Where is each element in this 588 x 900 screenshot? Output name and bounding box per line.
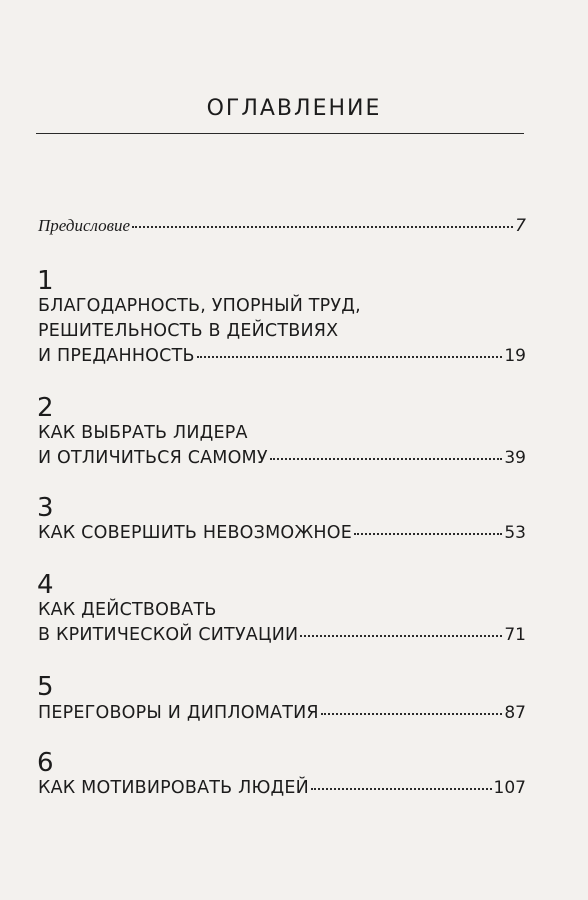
chapter-1-title-line-2: РЕШИТЕЛЬНОСТЬ В ДЕЙСТВИЯХ [38,321,339,341]
preface-page: 7 [515,216,526,236]
dot-leader [300,635,502,637]
dot-leader [354,533,502,535]
chapter-1-number: 1 [37,266,54,296]
chapter-6-page: 107 [493,778,526,798]
dot-leader [197,356,503,358]
chapter-4-page: 71 [504,625,526,645]
toc-entry-chapter-3 [38,523,526,543]
dot-leader [311,788,492,790]
toc-entry-chapter-1 [38,346,526,366]
chapter-1-title-line-1: БЛАГОДАРНОСТЬ, УПОРНЫЙ ТРУД, [38,296,361,316]
chapter-1-title-line-3: И ПРЕДАННОСТЬ [38,346,195,366]
chapter-2-page: 39 [504,448,526,468]
chapter-5-page: 87 [504,703,526,723]
preface-label: Предисловие [38,216,131,235]
dot-leader [270,458,503,460]
chapter-1-page: 19 [504,346,526,366]
chapter-6-title-line-1: КАК МОТИВИРОВАТЬ ЛЮДЕЙ [38,778,309,798]
page-title: ОГЛАВЛЕНИЕ [206,96,382,121]
toc-entry-chapter-4 [38,625,526,645]
chapter-6-number: 6 [37,748,54,778]
chapter-3-title-line-1: КАК СОВЕРШИТЬ НЕВОЗМОЖНОЕ [38,523,352,543]
chapter-5-number: 5 [37,672,54,702]
toc-entry-preface [38,216,526,236]
toc-entry-chapter-2 [38,448,526,468]
toc-entry-chapter-6 [38,778,526,798]
chapter-2-title-line-2: И ОТЛИЧИТЬСЯ САМОМУ [38,448,268,468]
dot-leader [321,713,503,715]
chapter-5-title-line-1: ПЕРЕГОВОРЫ И ДИПЛОМАТИЯ [38,703,319,723]
toc-entry-chapter-5 [38,703,526,723]
chapter-4-title-line-1: КАК ДЕЙСТВОВАТЬ [38,600,217,620]
title-rule [36,133,524,134]
chapter-4-title-line-2: В КРИТИЧЕСКОЙ СИТУАЦИИ [38,625,299,645]
chapter-2-title-line-1: КАК ВЫБРАТЬ ЛИДЕРА [38,423,248,443]
chapter-3-number: 3 [37,493,54,523]
dot-leader [132,226,513,228]
chapter-2-number: 2 [37,393,54,423]
chapter-3-page: 53 [504,523,526,543]
chapter-4-number: 4 [37,570,54,600]
